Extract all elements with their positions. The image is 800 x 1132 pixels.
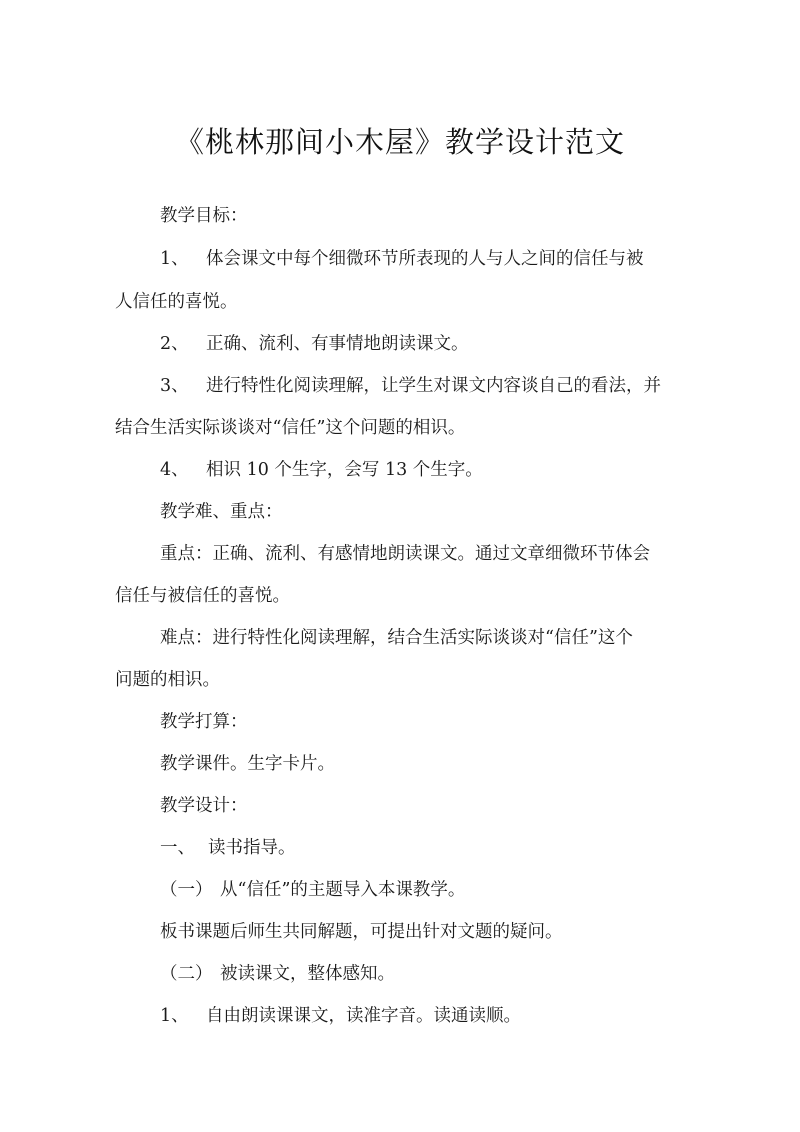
prep-content: 教学课件。生字卡片。	[160, 754, 335, 774]
key-point-continuation: 信任与被信任的喜悦。	[115, 586, 290, 606]
goal-item-1-text: 体会课文中每个细微环节所表现的人与人之间的信任与被	[206, 249, 644, 269]
design-section-1-text: 读书指导。	[208, 838, 296, 858]
goal-item-1-continuation: 人信任的喜悦。	[115, 292, 238, 312]
goal-item-3-number: 3、	[160, 376, 189, 396]
design-step-1-text: 自由朗读课课文，读准字音。读通读顺。	[206, 1006, 521, 1026]
document-title: 《桃林那间小木屋》教学设计范文	[174, 125, 625, 159]
design-step-1	[160, 1002, 521, 1027]
goal-item-4	[160, 456, 483, 481]
goal-item-4-number: 4、	[160, 460, 189, 480]
goal-item-3-continuation: 结合生活实际谈谈对“信任”这个问题的相识。	[115, 418, 466, 438]
design-subsection-2-text: 被读课文，整体感知。	[220, 964, 395, 984]
design-subsection-1	[160, 876, 465, 901]
prep-heading: 教学打算：	[160, 712, 248, 732]
goal-item-2	[160, 330, 469, 355]
hard-point-continuation: 问题的相识。	[115, 670, 220, 690]
hard-point-text: 难点：进行特性化阅读理解，结合生活实际谈谈对“信任”这个	[160, 628, 633, 648]
difficulty-heading: 教学难、重点：	[160, 502, 283, 522]
design-section-1	[160, 834, 296, 859]
design-step-1-number: 1、	[160, 1006, 189, 1026]
design-subsection-2-number: （二）	[160, 964, 213, 984]
key-point-text: 重点：正确、流利、有感情地朗读课文。通过文章细微环节体会	[160, 544, 650, 564]
goal-item-2-text: 正确、流利、有事情地朗读课文。	[206, 334, 469, 354]
design-section-1-number: 一、	[160, 838, 195, 858]
design-subsection-2	[160, 960, 395, 985]
goals-heading: 教学目标：	[160, 206, 248, 226]
goal-item-3-text: 进行特性化阅读理解，让学生对课文内容谈自己的看法，并	[206, 376, 661, 396]
goal-item-2-number: 2、	[160, 334, 189, 354]
goal-item-1-number: 1、	[160, 249, 189, 269]
design-heading: 教学设计：	[160, 796, 248, 816]
goal-item-3	[160, 372, 661, 397]
design-subsection-1-text: 从“信任”的主题导入本课教学。	[220, 880, 466, 900]
goal-item-4-text: 相识 10 个生字，会写 13 个生字。	[206, 460, 483, 480]
design-subsection-1-number: （一）	[160, 880, 213, 900]
design-subsection-1-content: 板书课题后师生共同解题，可提出针对文题的疑问。	[160, 922, 563, 942]
goal-item-1	[160, 245, 644, 270]
